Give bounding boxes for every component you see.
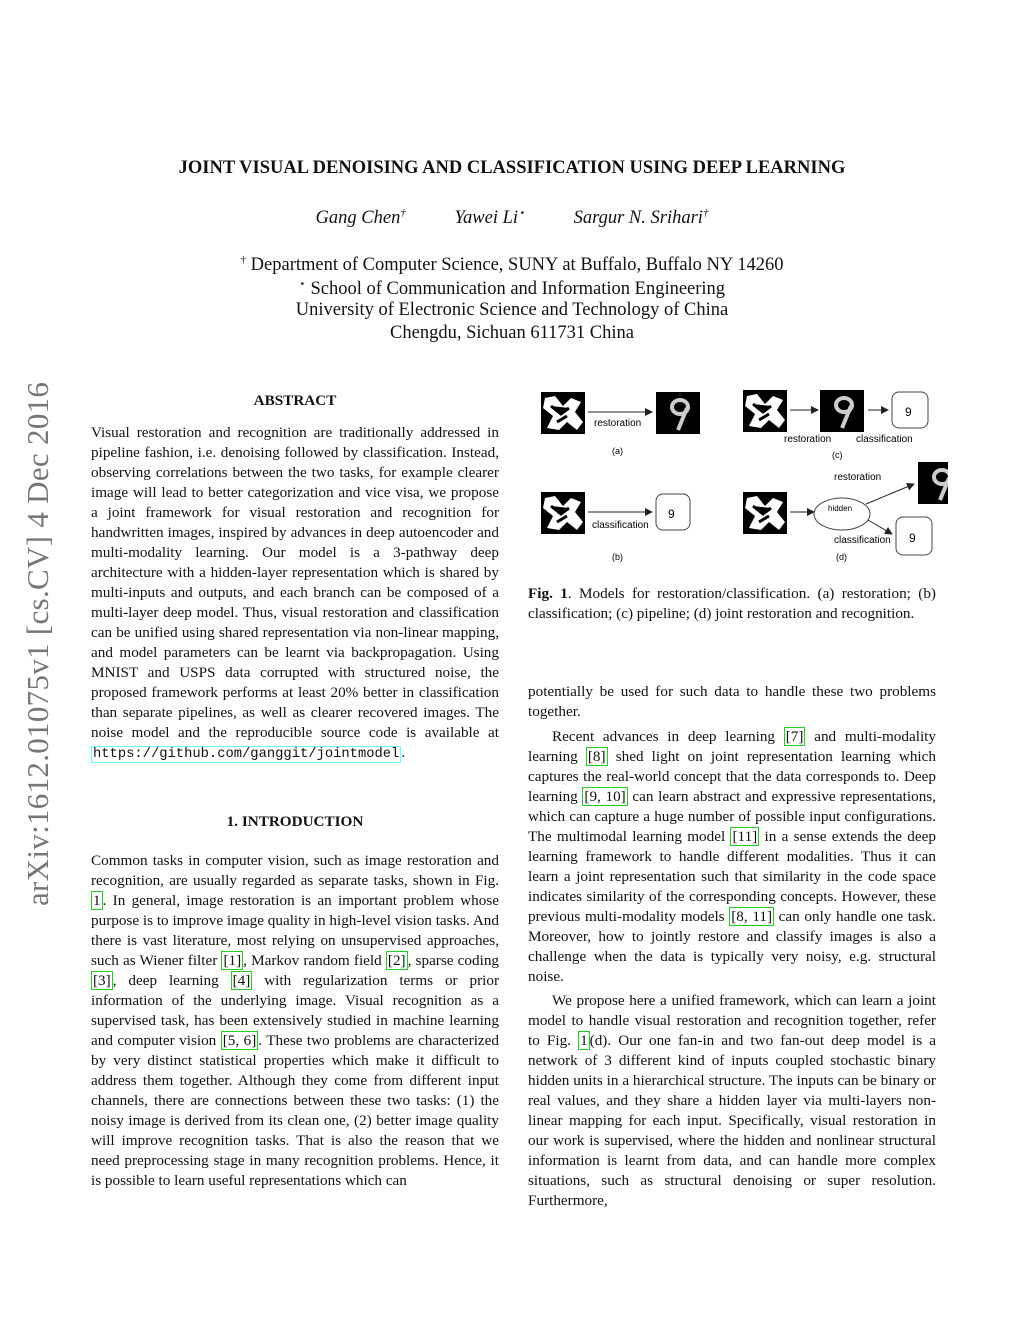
figure-ref-link[interactable]: 1 — [580, 1032, 588, 1049]
svg-text:9: 9 — [668, 507, 675, 521]
citation-link[interactable]: [8] — [587, 748, 606, 765]
svg-text:classification: classification — [856, 434, 913, 445]
figure-1-diagram — [528, 380, 948, 580]
arxiv-stamp: arXiv:1612.01075v1 [cs.CV] 4 Dec 2016 — [20, 381, 55, 906]
citation-link[interactable]: [4] — [232, 972, 251, 989]
affiliation-line: University of Electronic Science and Technology of China — [295, 300, 729, 320]
svg-text:restoration: restoration — [834, 472, 882, 483]
citation-link[interactable]: [7] — [785, 728, 804, 745]
right-paragraph: potentially be used for such data to handle these two problems together. — [528, 683, 936, 720]
figure-caption: Fig. 1. Models for restoration/classification. (a) restoration; (b) classification; (c) pipeline; (d) joint restoration and recognition. — [528, 585, 936, 622]
figure-panel-d — [743, 462, 948, 562]
right-paragraph: We propose here a unified framework, which can learn a joint model to handle visual restoration and recognition together, refer to Fig. 1 (d). Our one fan-in and two fan-out deep model is a network of 3 different kind of inputs coupled stochastic binary hidden units in a hierarchical structure. The inputs can be binary or real values, and they share a hidden layer via multi-layers non-linear mapping for each input. Specifically, visual restoration in our work is supervised, where the hidden and nonlinear structural information is learnt from data, and can handle more complex situations, such as structural denoising or super resolution. Furthermore, — [528, 992, 936, 1209]
affiliation-line: † Department of Computer Science, SUNY at Buffalo, Buffalo NY 14260 — [240, 254, 784, 276]
citation-link[interactable]: [9, 10] — [584, 788, 626, 805]
citation-link[interactable]: [11] — [732, 828, 758, 845]
svg-text:hidden: hidden — [828, 504, 853, 513]
source-code-link[interactable]: https://github.com/ganggit/jointmodel — [93, 747, 400, 762]
affiliation-line: ⋆ School of Communication and Information Engineering — [298, 278, 726, 300]
svg-text:(d): (d) — [836, 552, 847, 562]
paper-title: JOINT VISUAL DENOISING AND CLASSIFICATION USING DEEP LEARNING — [178, 158, 846, 178]
abstract-heading: ABSTRACT — [253, 392, 337, 409]
figure-ref-link[interactable]: 1 — [93, 892, 101, 909]
author: Yawei Li⋆ — [454, 207, 525, 229]
intro-paragraph: Common tasks in computer vision, such as image restoration and recognition, are usually regarded as separate tasks, shown in Fig. 1 . In general, image restoration is an important problem whose purpose is to improve image quality in high-level vision tasks. And there is vast literature, most relying on unsupervised approaches, such as Wiener filter [1] , Markov random field [2] , sparse coding [3] , deep learning [4] with regularization terms or prior information of the underlying image. Visual recognition as a supervised task, has been extensively studied in machine learning and computer vision [5, 6] . These two problems are characterized by very distinct statistical properties which make it difficult to address them together. Although they come from different input channels, there are connections between these two tasks: (1) the noisy image is derived from its clean one, (2) better image quality will improve recognition tasks. That is also the reason that we need preprocessing stage in many recognition problems. Hence, it is possible to learn useful representations which can — [91, 852, 500, 1189]
svg-text:classification: classification — [834, 535, 891, 546]
citation-link[interactable]: [3] — [93, 972, 111, 989]
citation-link[interactable]: [8, 11] — [731, 908, 773, 925]
svg-text:classification: classification — [592, 520, 649, 531]
citation-link[interactable]: [5, 6] — [222, 1032, 257, 1049]
figure-panel-b — [541, 492, 690, 562]
svg-text:restoration: restoration — [594, 418, 642, 429]
figure-panel-c — [743, 390, 928, 460]
citation-link[interactable]: [1] — [223, 952, 242, 969]
author-list — [0, 206, 1024, 229]
author: Gang Chen† — [315, 207, 406, 229]
figure-panel-a — [541, 392, 700, 456]
svg-text:(a): (a) — [612, 446, 623, 456]
svg-text:(c): (c) — [832, 450, 843, 460]
right-paragraph: Recent advances in deep learning [7] and multi-modality learning [8] shed light on joint representation learning which captures the real-world concept that the data corresponds to. Deep learning [9, 10] can learn abstract and expressive representations, which can capture a huge number of possible input configurations. The multimodal learning model [11] in a sense extends the deep learning framework to handle different modalities. Thus it can learn a joint representation such that similarity in the code space indicates similarity of the corresponding concepts. However, these previous multi-modality models [8, 11] can only handle one task. Moreover, how to jointly restore and classify images is also a challenge when the data is typically very noisy, e.g. structural noise. — [528, 728, 936, 985]
affiliation-line: Chengdu, Sichuan 611731 China — [390, 323, 634, 343]
citation-link[interactable]: [2] — [387, 952, 406, 969]
svg-text:(b): (b) — [612, 552, 623, 562]
svg-text:9: 9 — [905, 405, 912, 419]
intro-heading: 1. INTRODUCTION — [226, 813, 364, 830]
author: Sargur N. Srihari† — [573, 207, 709, 229]
svg-text:9: 9 — [909, 531, 916, 545]
svg-text:restoration: restoration — [784, 434, 832, 445]
abstract-body: Visual restoration and recognition are traditionally addressed in pipeline fashion, i.e. denoising followed by classification. Instead, observing correlations between the two tasks, for example clearer image will lead to better categorization and vice visa, we propose a joint framework for visual restoration and recognition for handwritten images, inspired by advances in deep autoencoder and multi-modality learning. Our model is a 3-pathway deep architecture with a hidden-layer representation which is shared by multi-inputs and outputs, and each branch can be composed of a multi-layer deep model. Thus, visual restoration and classification can be unified using shared representation via non-linear mapping, and model parameters can be learnt via backpropagation. Using MNIST and USPS data corrupted with structured noise, the proposed framework performs at least 20% better in classification than separate pipelines, as well as clearer recovered images. The noise model and the reproducible source code is available at https://github.com/ganggit/jointmodel . — [91, 424, 499, 762]
